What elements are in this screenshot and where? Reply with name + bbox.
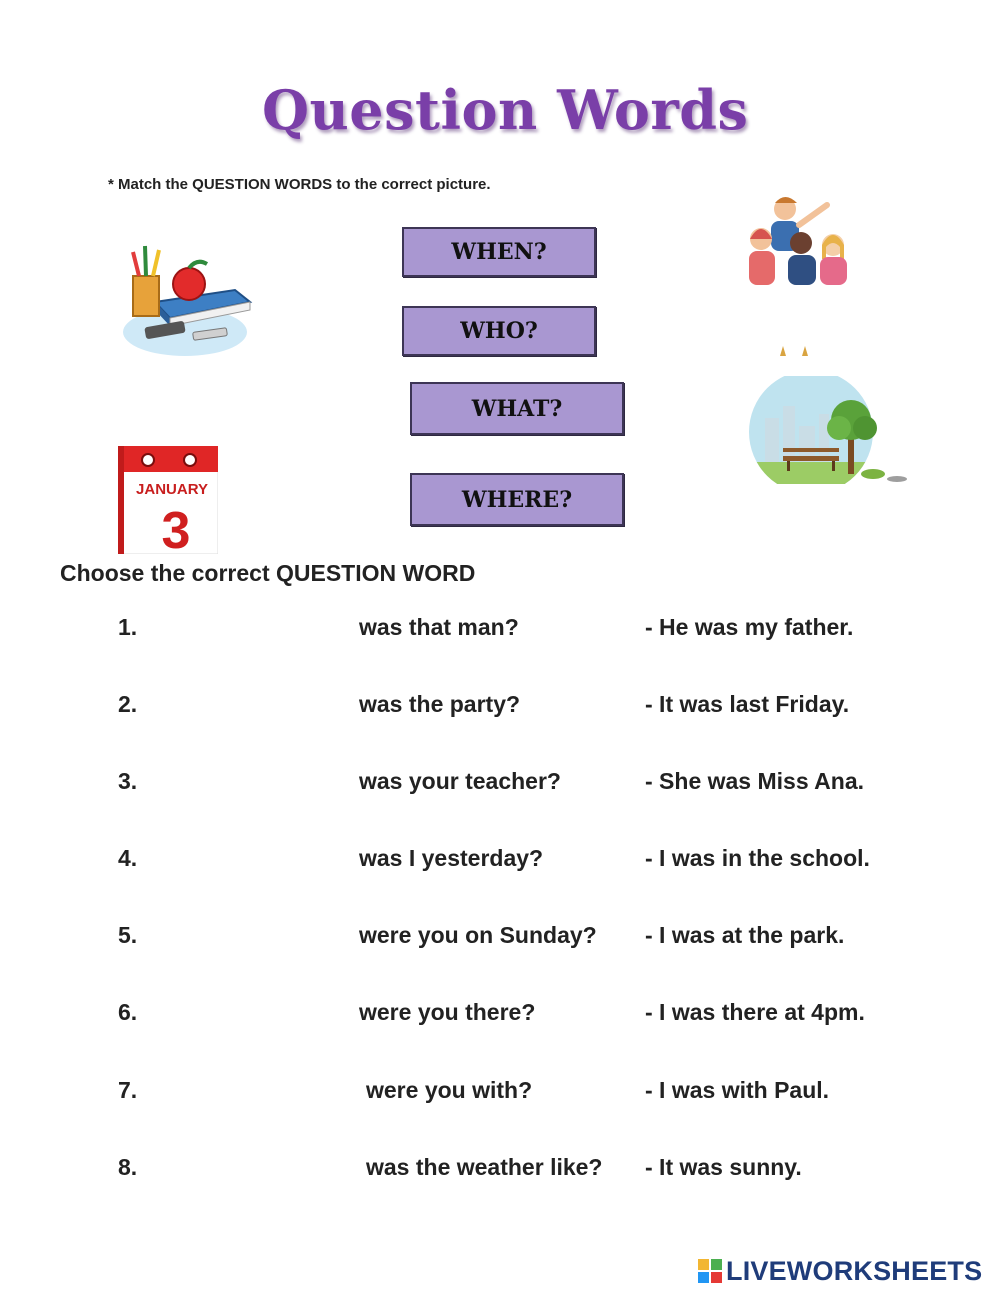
item-question: was that man? — [359, 614, 519, 640]
logo-square-icon — [711, 1259, 722, 1270]
item-number: 1. — [118, 614, 138, 640]
answer-blank[interactable] — [168, 610, 344, 642]
person-body-icon — [788, 255, 816, 285]
item-number: 6. — [118, 999, 138, 1025]
what-word-box[interactable]: WHAT? — [410, 382, 624, 435]
mark-icon — [780, 346, 786, 356]
answer-blank[interactable] — [168, 841, 344, 873]
hair-icon — [775, 197, 797, 203]
item-question: was your teacher? — [359, 768, 561, 794]
item-number: 7. — [118, 1077, 138, 1103]
exercise-row — [0, 1154, 1000, 1194]
leaf-icon — [189, 262, 207, 268]
bench-leg-icon — [787, 461, 790, 471]
liveworksheets-logo[interactable] — [698, 1254, 982, 1288]
exercise-row — [0, 845, 1000, 885]
mark-icon — [802, 346, 808, 356]
item-number: 4. — [118, 845, 138, 871]
exercise-row — [0, 1077, 1000, 1117]
calendar-edge-icon — [118, 446, 124, 554]
person-body-icon — [749, 251, 775, 285]
answer-blank[interactable] — [168, 764, 344, 796]
exercise-row — [0, 768, 1000, 808]
park-picture[interactable] — [745, 376, 915, 484]
when-word-box[interactable]: WHEN? — [402, 227, 596, 277]
exercise-row — [0, 999, 1000, 1039]
exercise-heading: Choose the correct QUESTION WORD — [60, 560, 476, 586]
tree-icon — [827, 416, 851, 440]
calendar-picture[interactable] — [118, 446, 218, 554]
exercise-row — [0, 922, 1000, 962]
answer-blank[interactable] — [168, 995, 344, 1027]
item-question: was the weather like? — [366, 1154, 603, 1180]
item-answer: - It was last Friday. — [645, 691, 850, 717]
people-group-picture[interactable] — [745, 195, 855, 287]
exercise-row — [0, 614, 1000, 654]
item-number: 5. — [118, 922, 138, 948]
item-answer: - I was in the school. — [645, 845, 870, 871]
answer-blank[interactable] — [168, 1073, 344, 1105]
logo-square-icon — [698, 1272, 709, 1283]
where-word-box[interactable]: WHERE? — [410, 473, 624, 526]
waving-arm-icon — [799, 205, 827, 225]
worksheet-title: Question Words — [262, 78, 749, 142]
school-supplies-picture[interactable] — [115, 232, 255, 362]
item-answer: - I was there at 4pm. — [645, 999, 865, 1025]
who-word-box[interactable]: WHO? — [402, 306, 596, 356]
logo-text: LIVEWORKSHEETS — [726, 1255, 983, 1286]
person-body-icon — [820, 257, 847, 285]
item-question: were you there? — [359, 999, 536, 1025]
pencil-icon — [133, 252, 139, 276]
bench-seat-icon — [783, 456, 839, 461]
item-answer: - He was my father. — [645, 614, 854, 640]
item-number: 3. — [118, 768, 138, 794]
path-icon — [887, 476, 907, 482]
tree-icon — [853, 416, 877, 440]
ring-icon — [184, 454, 196, 466]
item-answer: - It was sunny. — [645, 1154, 802, 1180]
item-number: 8. — [118, 1154, 138, 1180]
item-question: was I yesterday? — [359, 845, 544, 871]
apple-icon — [173, 268, 205, 300]
logo-square-icon — [698, 1259, 709, 1270]
calendar-day: 3 — [161, 502, 191, 554]
building-icon — [765, 418, 779, 468]
bush-icon — [861, 469, 885, 479]
item-answer: - I was with Paul. — [645, 1077, 830, 1103]
pencil-icon — [145, 246, 146, 276]
item-question: was the party? — [359, 691, 521, 717]
item-answer: - She was Miss Ana. — [645, 768, 864, 794]
pencil-cup-icon — [133, 276, 159, 316]
logo-square-icon — [711, 1272, 722, 1283]
answer-blank[interactable] — [168, 1150, 344, 1182]
instruction-text: * Match the QUESTION WORDS to the correct picture. — [108, 176, 491, 193]
answer-blank[interactable] — [168, 918, 344, 950]
decoration-marks — [776, 344, 816, 358]
building-icon — [799, 426, 815, 468]
item-question: were you with? — [366, 1077, 533, 1103]
bench-leg-icon — [832, 461, 835, 471]
hair-icon — [750, 229, 772, 239]
bench-back-icon — [783, 448, 839, 452]
logo-icon — [698, 1259, 722, 1283]
ring-icon — [142, 454, 154, 466]
pencil-icon — [153, 250, 159, 276]
calendar-header-icon — [118, 446, 218, 472]
item-answer: - I was at the park. — [645, 922, 845, 948]
item-question: were you on Sunday? — [359, 922, 597, 948]
item-number: 2. — [118, 691, 138, 717]
answer-blank[interactable] — [168, 687, 344, 719]
calendar-month: JANUARY — [136, 481, 208, 498]
person-head-icon — [790, 232, 812, 254]
exercise-row — [0, 691, 1000, 731]
